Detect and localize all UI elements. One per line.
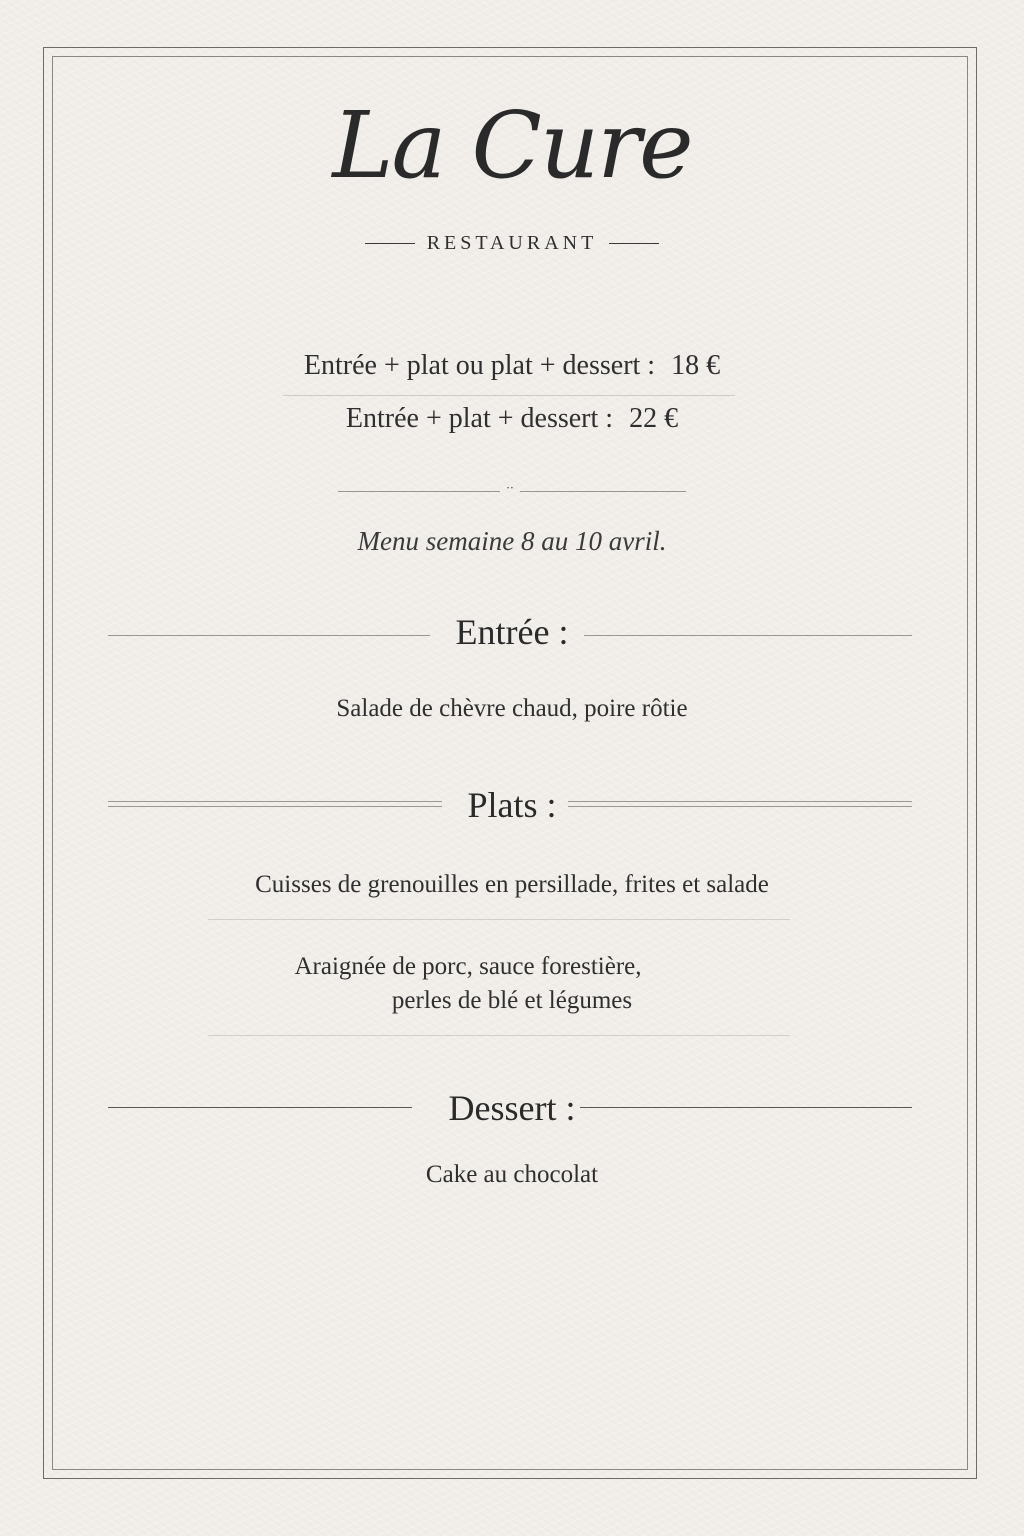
ornament-dots: ·· (506, 481, 514, 495)
entree-rule-right (584, 635, 912, 636)
ornament-rule-left (338, 491, 500, 492)
price-line-2 (0, 403, 1024, 435)
subtitle-rule-left (365, 243, 415, 244)
price-separator (283, 395, 735, 396)
dish-separator-2 (208, 1035, 790, 1036)
dish-entree-1: Salade de chèvre chaud, poire rôtie (336, 695, 688, 722)
price-label-2: Entrée + plat + dessert : (345, 403, 614, 434)
restaurant-subtitle-row (0, 232, 1024, 255)
menu-frame-inner (52, 56, 968, 1470)
ornament-rule-right (520, 491, 686, 492)
dish-separator-1 (208, 919, 790, 920)
restaurant-subtitle: RESTAURANT (426, 232, 598, 254)
dessert-rule-right (580, 1107, 912, 1108)
price-line-1 (0, 350, 1024, 382)
section-title-plats: Plats : (467, 785, 557, 825)
section-title-entree: Entrée : (455, 612, 569, 652)
price-amount-1: 18 € (671, 350, 721, 381)
dish-dessert-1: Cake au chocolat (425, 1161, 599, 1188)
subtitle-rule-right (609, 243, 659, 244)
section-title-dessert: Dessert : (448, 1088, 576, 1128)
plats-rule-right (568, 801, 912, 807)
dish-plat-2-line-1: Araignée de porc, sauce forestière, (294, 953, 642, 980)
menu-week-note: Menu semaine 8 au 10 avril. (357, 526, 667, 556)
dish-plat-2-line-2: perles de blé et légumes (391, 987, 633, 1014)
dish-plat-1: Cuisses de grenouilles en persillade, frites et salade (255, 871, 769, 898)
price-amount-2: 22 € (629, 403, 679, 434)
price-label-1: Entrée + plat ou plat + dessert : (303, 350, 656, 381)
restaurant-logo: La Cure (332, 92, 692, 199)
